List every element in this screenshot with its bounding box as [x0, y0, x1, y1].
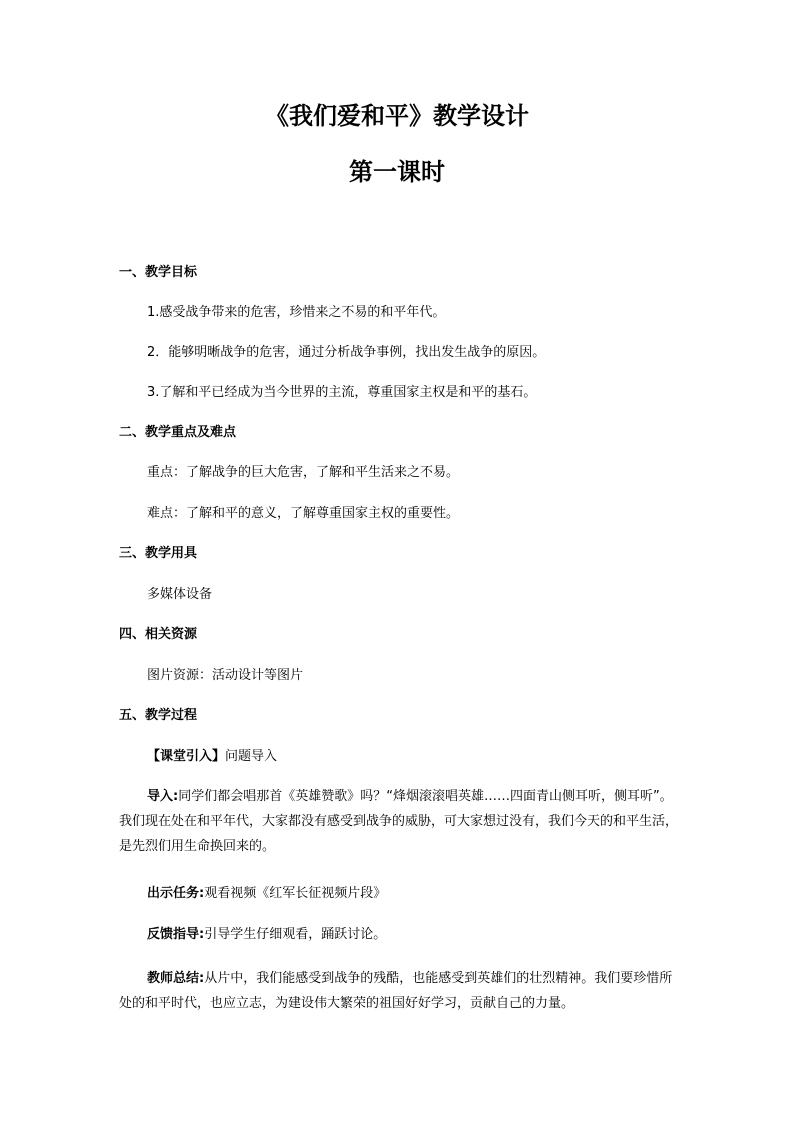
feedback-text: 引导学生仔细观看，踊跃讨论。 — [204, 927, 387, 942]
task-label: 出示任务: — [147, 886, 205, 901]
section-heading-key-points: 二、教学重点及难点 — [119, 425, 237, 440]
class-intro-text: 问题导入 — [225, 749, 278, 764]
tools-item: 多媒体设备 — [147, 587, 213, 602]
document-title: 《我们爱和平》教学设计 — [265, 102, 529, 130]
difficulty-item: 难点：了解和平的意义，了解尊重国家主权的重要性。 — [147, 506, 460, 521]
key-point-item: 重点：了解战争的巨大危害，了解和平生活来之不易。 — [147, 465, 460, 480]
document-subtitle: 第一课时 — [349, 158, 445, 186]
teacher-summary-paragraph — [119, 966, 679, 1016]
section-heading-process: 五、教学过程 — [119, 708, 198, 723]
objective-item: 2．能够明晰战争的危害，通过分析战争事例，找出发生战争的原因。 — [147, 345, 546, 360]
objective-item: 1.感受战争带来的危害，珍惜来之不易的和平年代。 — [147, 305, 446, 320]
class-intro-line — [147, 747, 277, 767]
introduction-text: 同学们都会唱那首《英雄赞歌》吗？“烽烟滚滚唱英雄……四面青山侧耳听，侧耳听”。我们现在处在和平年代，大家都没有感受到战争的威胁，可大家想过没有，我们今天的和平生活，是先烈们用生命换回来的。 — [119, 789, 679, 854]
teacher-summary-text: 从片中，我们能感受到战争的残酷，也能感受到英雄们的壮烈精神。我们要珍惜所处的和平时代，也应立志，为建设伟大繁荣的祖国好好学习，贡献自己的力量。 — [119, 971, 673, 1011]
section-heading-objectives: 一、教学目标 — [119, 265, 198, 280]
objective-item: 3.了解和平已经成为当今世界的主流，尊重国家主权是和平的基石。 — [147, 385, 537, 400]
task-text: 观看视频《红军长征视频片段》 — [204, 886, 387, 901]
section-heading-tools: 三、教学用具 — [119, 546, 198, 561]
class-intro-label: 【课堂引入】 — [147, 749, 226, 764]
feedback-line — [147, 925, 386, 945]
teacher-summary-label: 教师总结: — [147, 971, 205, 986]
feedback-label: 反馈指导: — [147, 927, 205, 942]
section-heading-resources: 四、相关资源 — [119, 627, 198, 642]
resources-item: 图片资源：活动设计等图片 — [147, 668, 304, 683]
introduction-paragraph — [119, 784, 679, 859]
task-line — [147, 884, 386, 904]
introduction-label: 导入: — [147, 789, 179, 804]
